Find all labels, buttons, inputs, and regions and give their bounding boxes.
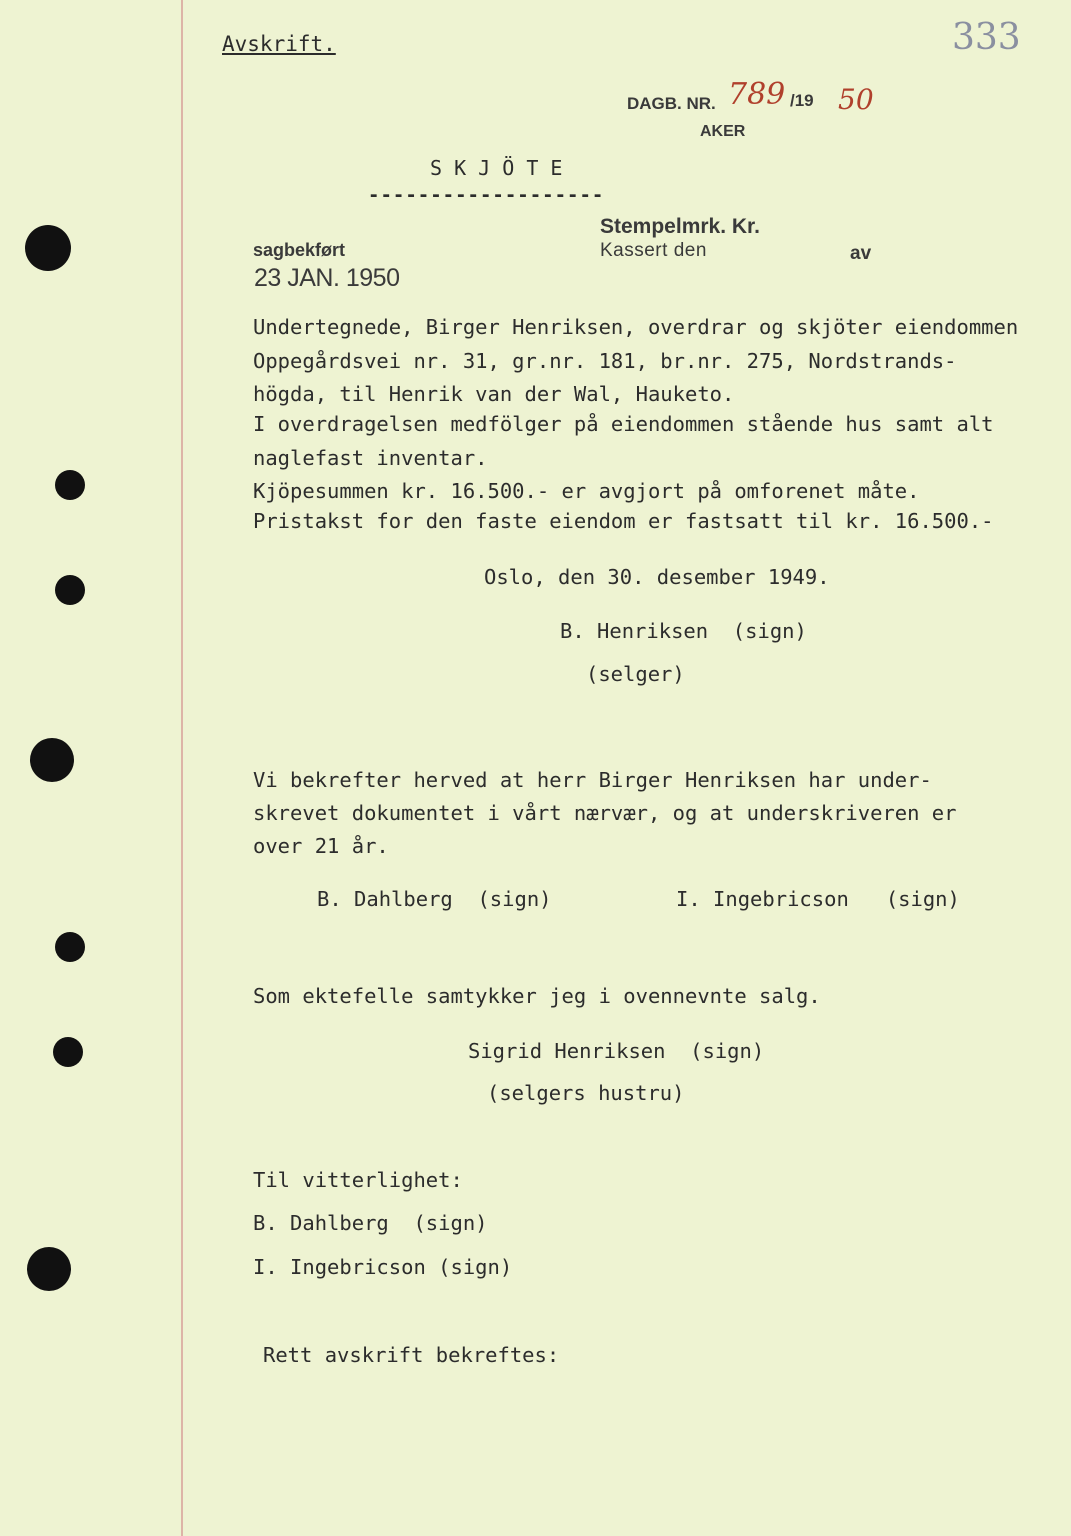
- dagb-year-prefix: /19: [790, 91, 814, 110]
- seller-signature: B. Henriksen (sign): [560, 619, 807, 643]
- dagb-label: DAGB. NR.: [627, 94, 716, 113]
- body-line: Undertegnede, Birger Henriksen, overdrar og skjöter eiendommen: [253, 315, 1019, 339]
- punch-hole: [55, 470, 85, 500]
- kassert-den: Kassert den: [600, 240, 707, 261]
- witness-line: Vi bekrefter herved at herr Birger Henriksen har under-: [253, 768, 932, 792]
- witness-signature-right: I. Ingebricson (sign): [676, 887, 960, 911]
- body-line: naglefast inventar.: [253, 446, 488, 470]
- body-line: Oppegårdsvei nr. 31, gr.nr. 181, br.nr. 275, Nordstrands-: [253, 349, 957, 373]
- margin-rule: [181, 0, 183, 1536]
- registered-stamp: sagbekført: [253, 240, 346, 260]
- witness-line: skrevet dokumentet i vårt nærvær, og at underskriveren er: [253, 801, 957, 825]
- witness-line: over 21 år.: [253, 834, 389, 858]
- vitterlighet-signature: I. Ingebricson (sign): [253, 1255, 513, 1279]
- place-date: Oslo, den 30. desember 1949.: [484, 565, 830, 589]
- body-line: Pristakst for den faste eiendom er fastsatt til kr. 16.500.-: [253, 509, 994, 533]
- avskrift-heading: Avskrift.: [222, 32, 336, 56]
- spouse-signature: Sigrid Henriksen (sign): [468, 1039, 765, 1063]
- punch-hole: [25, 225, 71, 271]
- page-number: 333: [952, 17, 1021, 58]
- dagb-number: 789: [728, 77, 786, 112]
- punch-hole: [55, 932, 85, 962]
- registered-date: 23 JAN. 1950: [254, 264, 400, 292]
- title-underline: -------------------: [368, 184, 605, 206]
- body-line: I overdragelsen medfölger på eiendommen stående hus samt alt: [253, 412, 994, 436]
- body-line: högda, til Henrik van der Wal, Hauketo.: [253, 382, 735, 406]
- vitterlighet-heading: Til vitterlighet:: [253, 1168, 463, 1192]
- body-line: Kjöpesummen kr. 16.500.- er avgjort på omforenet måte.: [253, 479, 920, 503]
- vitterlighet-signature: B. Dahlberg (sign): [253, 1211, 488, 1235]
- punch-hole: [30, 738, 74, 782]
- document-title: S K J Ö T E: [430, 156, 563, 180]
- certification-line: Rett avskrift bekreftes:: [263, 1343, 560, 1367]
- punch-hole: [27, 1247, 71, 1291]
- punch-hole: [53, 1037, 83, 1067]
- punch-hole: [55, 575, 85, 605]
- witness-signature-left: B. Dahlberg (sign): [317, 887, 552, 911]
- seller-role: (selger): [586, 662, 685, 686]
- kassert-mark: av: [850, 243, 872, 264]
- dagb-year: 50: [838, 83, 874, 116]
- spouse-consent: Som ektefelle samtykker jeg i ovennevnte salg.: [253, 984, 821, 1008]
- spouse-role: (selgers hustru): [487, 1081, 685, 1105]
- dagb-place: AKER: [700, 123, 746, 140]
- stempel-merke: Stempelmrk. Kr.: [600, 215, 760, 238]
